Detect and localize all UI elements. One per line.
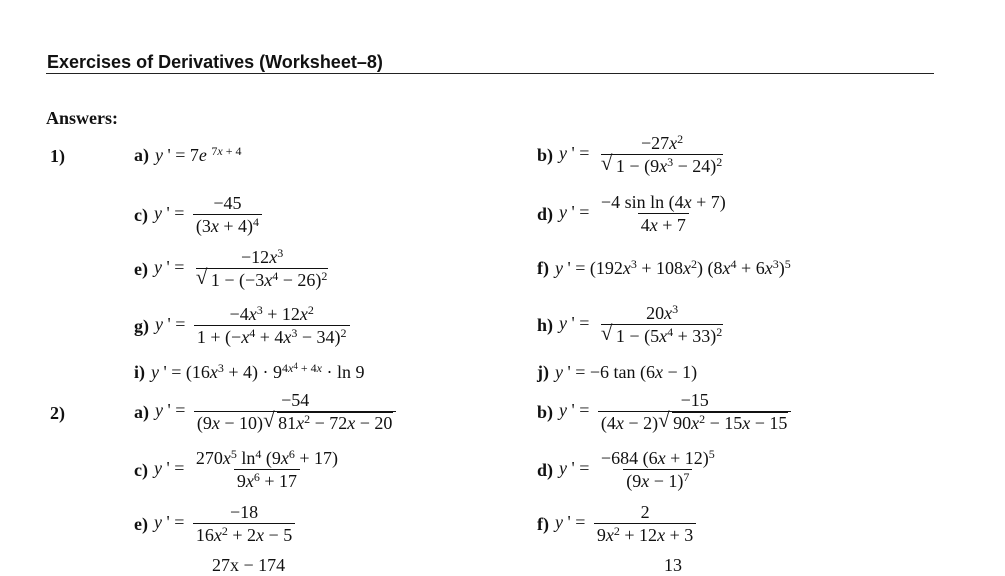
answer-2g-partial: 27x − 174 [212,555,286,575]
answer-1c: c) y ' = $\frac{-45}{(3x + 4)^4}$ [134,193,262,237]
answer-1g-expression: y ' = $\frac{-4x^3 + 12x^2}{1 + (-x^4 + 4x^3 - 34)^2}$ [155,304,350,348]
answer-2h-partial: 13 [664,555,682,575]
answer-2d-expression: y ' = $\frac{-684 (6x + 12)^5}{(9x - 1)^7}$ [559,447,715,491]
answer-1f: f) y ' = $(192x^3 + 108x^2) (8x^4 + 6x^3)^5$ [537,257,791,278]
answer-1a-expression: y ' = 7e $^{7x + 4}$ [155,144,242,165]
answer-1e-expression: y ' = $-12x^3$ √ $1 - (-3x^4 - 26)^2$ [154,247,331,291]
answer-1b-expression: y ' = $-27x^2$ √ $1 - (9x^3 - 24)^2$ [559,133,726,177]
answer-1g: g) y ' = $\frac{-4x^3 + 12x^2}{1 + (-x^4 + 4x^3 - 34)^2}$ [134,304,350,348]
answer-1a: a) y ' = 7e $^{7x + 4}$ [134,144,242,165]
page-title: Exercises of Derivatives (Worksheet–8) [47,52,383,72]
answer-1b: b) y ' = $-27x^2$ √ $1 - (9x^3 - 24)^2$ [537,133,726,177]
answer-1c-expression: y ' = $\frac{-45}{(3x + 4)^4}$ [154,193,262,237]
answer-1i: i) y ' = $(16x^3 + 4) \cdot 9^{4x^4 + 4x} \cdot \ln 9$ [134,361,365,382]
answer-1f-expression: y ' = $(192x^3 + 108x^2) (8x^4 + 6x^3)^5$ [555,257,791,278]
answer-2e-expression: y ' = $\frac{-18}{16x^2 + 2x - 5}$ [154,502,295,546]
answer-2d: d) y ' = $\frac{-684 (6x + 12)^5}{(9x - 1)^7}$ [537,448,718,492]
answer-2a: a) y ' = $\frac{-54}{(9x - 10)√ 81x^2 - 72x - 20}$ [134,390,396,434]
answer-2e: e) y ' = $\frac{-18}{16x^2 + 2x - 5}$ [134,502,295,546]
title-underline [46,73,934,74]
answer-1d-expression: y ' = $\frac{\text{−4 sin ln (4x + 7)}}{4x + 7}$ [559,192,726,235]
answer-2b-expression: y ' = $\frac{-15}{(4x - 2)√ 90x^2 - 15x - 15}$ [559,390,791,434]
answer-1e: e) y ' = $-12x^3$ √ $1 - (-3x^4 - 26)^2$ [134,247,331,291]
answer-1d: d) y ' = $\frac{\text{−4 sin ln (4x + 7)}}{4x + 7}$ [537,192,729,236]
answer-1h: h) y ' = $20x^3$ √ $1 - (5x^4 + 33)^2$ [537,303,726,347]
answer-2a-expression: y ' = $\frac{-54}{(9x - 10)√ 81x^2 - 72x - 20}$ [155,390,396,434]
answer-2b: b) y ' = $\frac{-15}{(4x - 2)√ 90x^2 - 15x - 15}$ [537,390,791,434]
question-number-1: 1) [50,146,65,166]
answer-1j: j) y ' = −6 tan (6x − 1) [537,362,698,382]
answer-1i-expression: y ' = $(16x^3 + 4) \cdot 9^{4x^4 + 4x} \cdot \ln 9$ [151,361,365,382]
answer-1j-expression: y ' = −6 tan (6x − 1) [555,362,698,382]
answer-2c-expression: y ' = $\frac{270x^5 \ln^4 (9x^6 + 17)}{9x^6 + 17}$ [153,447,339,491]
answer-2f-expression: y ' = $\frac{2}{9x^2 + 12x + 3}$ [555,502,696,546]
answer-2f: f) y ' = $\frac{2}{9x^2 + 12x + 3}$ [537,502,696,546]
answer-1h-expression: y ' = $20x^3$ √ $1 - (5x^4 + 33)^2$ [559,303,726,347]
question-number-2: 2) [50,403,65,423]
answers-heading: Answers: [46,108,118,128]
answer-2c: c) y ' = $\frac{270x^5 \ln^4 (9x^6 + 17)}{9x^6 + 17}$ [134,448,341,492]
